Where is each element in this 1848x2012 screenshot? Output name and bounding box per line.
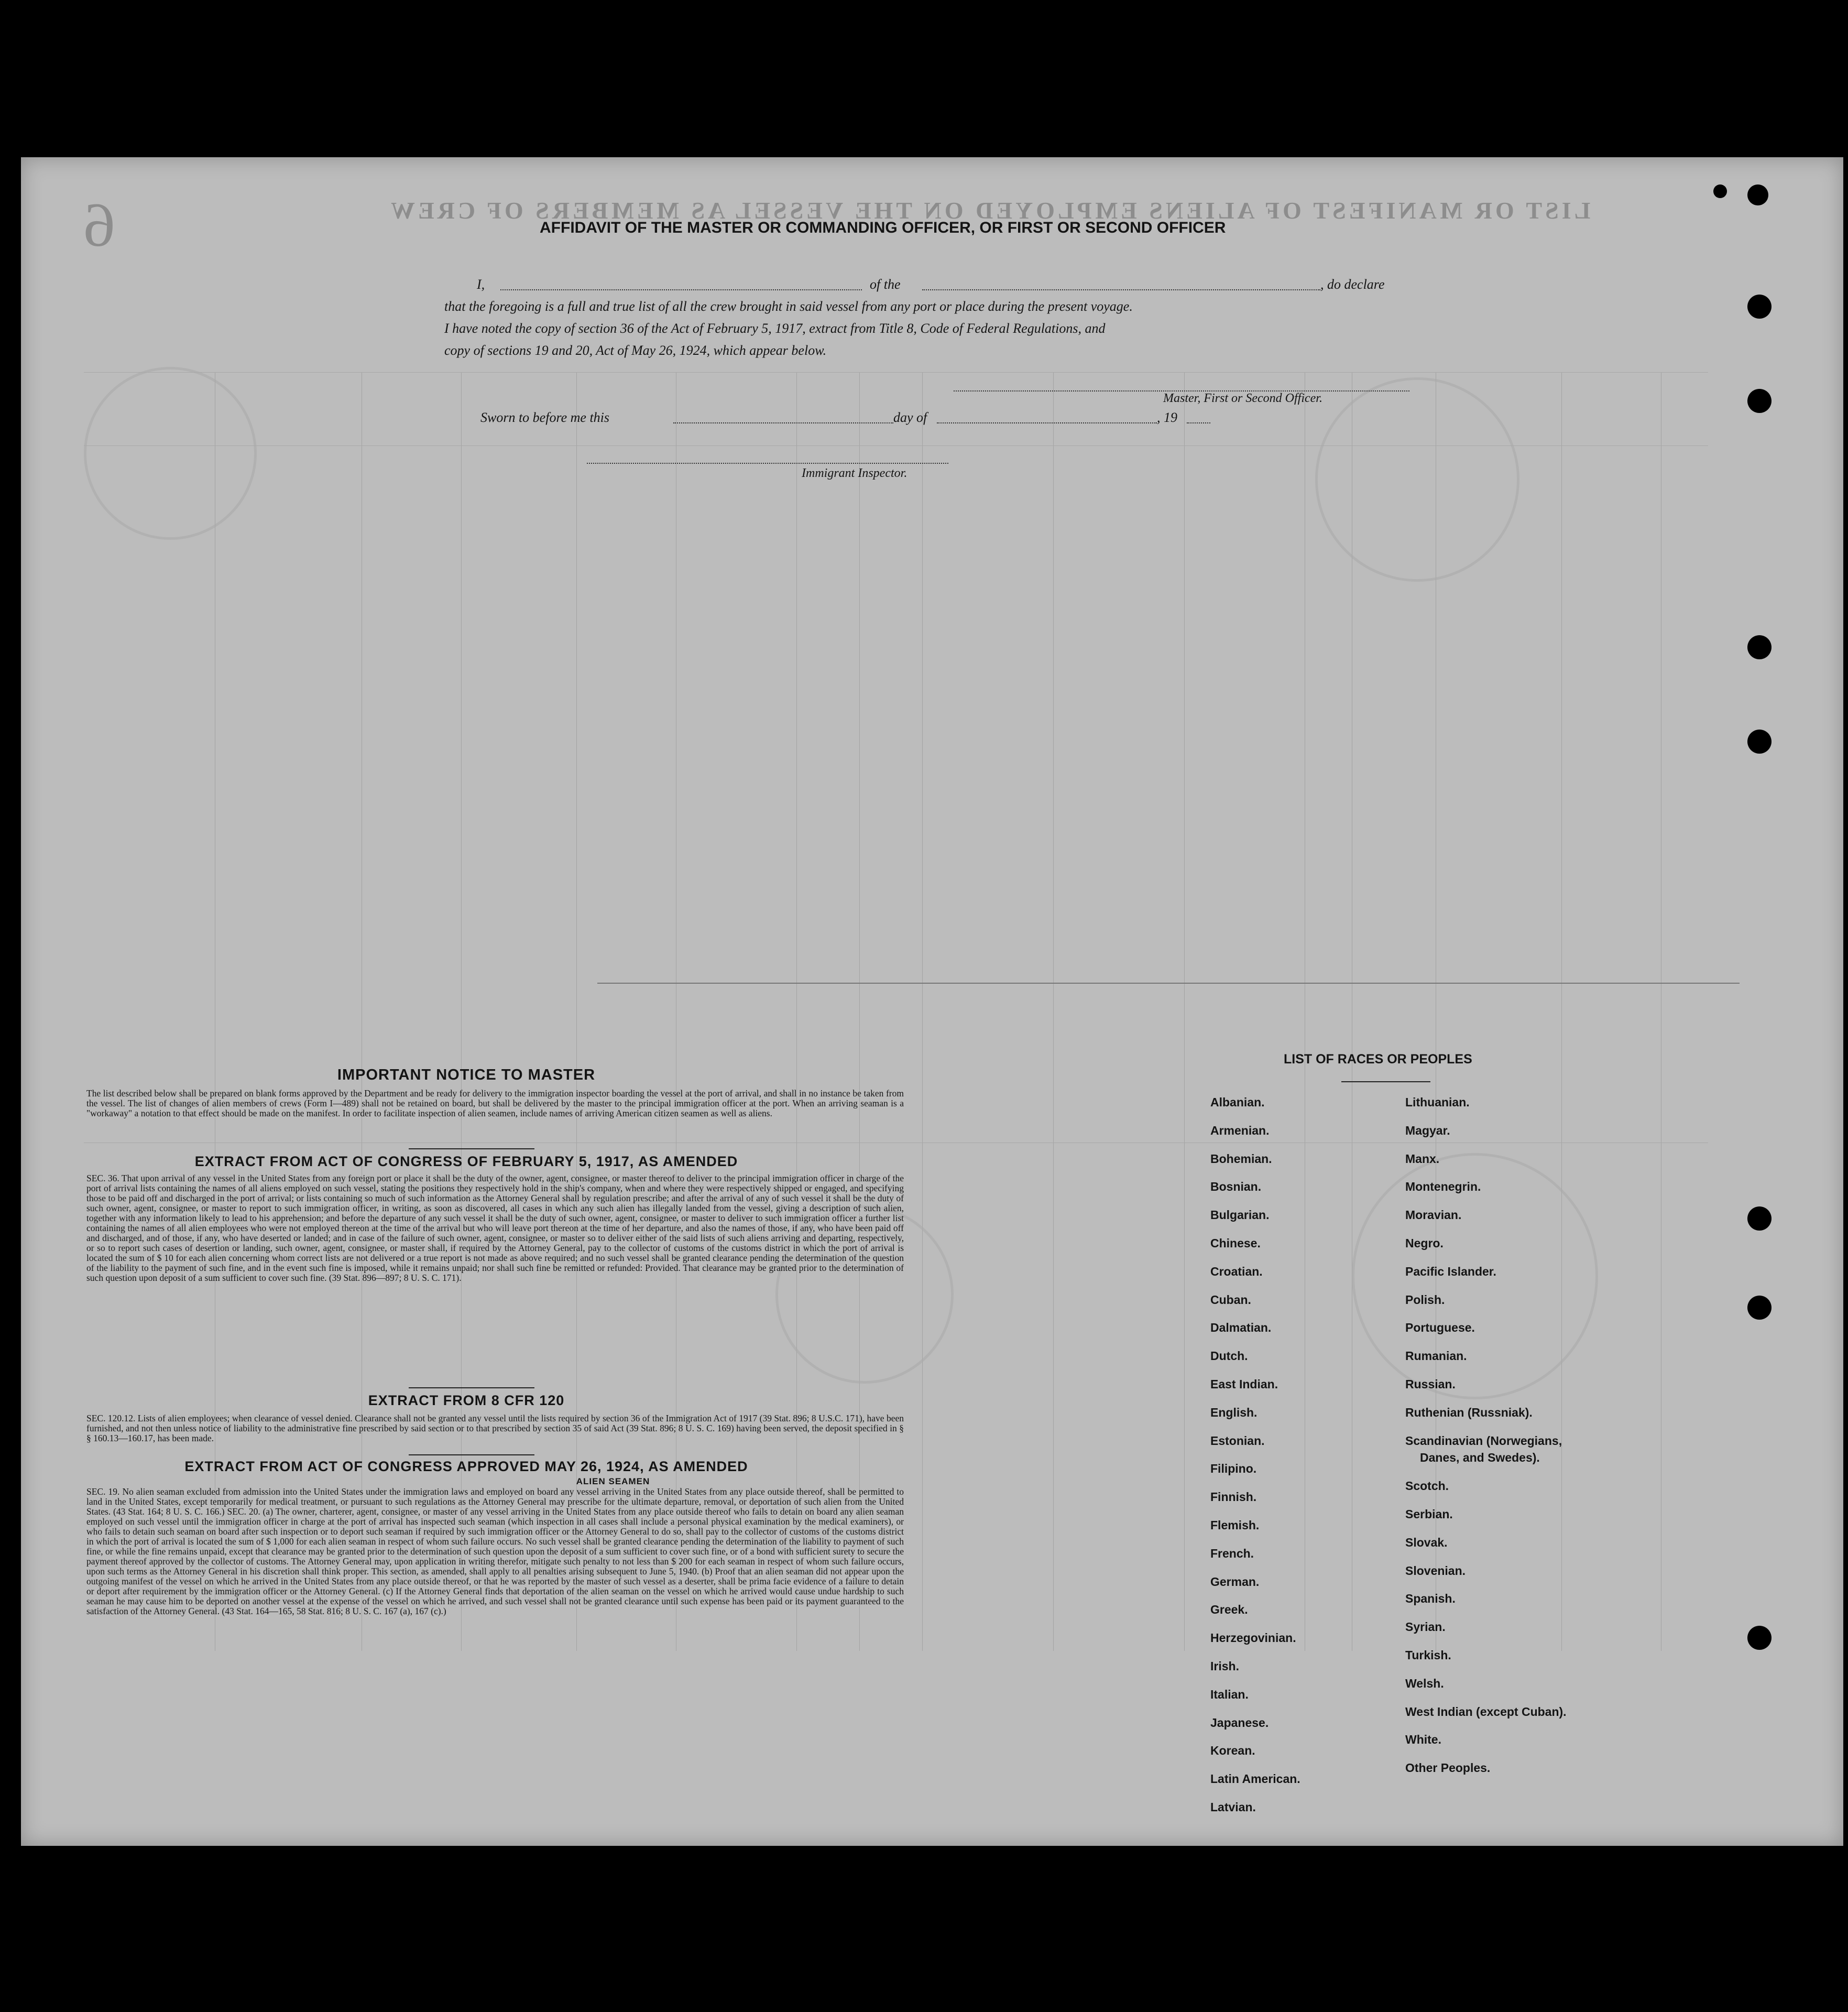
sworn-prefix: Sworn to before me this <box>480 410 610 425</box>
race-item: Latin American. <box>1210 1772 1300 1786</box>
declarant-name-line[interactable] <box>500 289 862 290</box>
affidavit-title: AFFIDAVIT OF THE MASTER OR COMMANDING OFFICER, OR FIRST OR SECOND OFFICER <box>540 219 1226 236</box>
races-title: LIST OF RACES OR PEOPLES <box>1284 1052 1472 1067</box>
race-item: German. <box>1210 1574 1260 1589</box>
race-item: Dutch. <box>1210 1349 1248 1363</box>
race-item: Scotch. <box>1405 1479 1449 1493</box>
punch-hole <box>1747 635 1772 659</box>
race-item: Spanish. <box>1405 1592 1456 1606</box>
divider <box>409 1387 534 1388</box>
vessel-name-line[interactable] <box>922 289 1320 290</box>
punch-hole <box>1747 1206 1772 1231</box>
inspector-signature-line[interactable] <box>587 463 948 464</box>
race-item: Magyar. <box>1405 1123 1450 1137</box>
punch-hole <box>1747 1626 1772 1650</box>
race-item: Rumanian. <box>1405 1349 1467 1363</box>
race-item: Slovak. <box>1405 1535 1448 1549</box>
race-item: Dalmatian. <box>1210 1321 1272 1335</box>
race-item: Flemish. <box>1210 1518 1260 1532</box>
race-item: Herzegovinian. <box>1210 1631 1296 1645</box>
extract-1917-title: EXTRACT FROM ACT OF CONGRESS OF FEBRUARY 5, 1917, AS AMENDED <box>194 1154 738 1169</box>
punch-hole <box>1747 389 1772 413</box>
inspector-label: Immigrant Inspector. <box>802 466 907 480</box>
manifest-sheet <box>21 157 1843 1846</box>
race-item: French. <box>1210 1546 1254 1560</box>
table-divider <box>597 983 1740 984</box>
extract-1924-subtitle: ALIEN SEAMEN <box>576 1476 650 1486</box>
extract-1917-body: SEC. 36. That upon arrival of any vessel in the United States from any foreign port or place it shall be the duty of the owner, agent, consignee, or master thereof to deliver to the principal immigration officer in charge of the port of arrival lists containing the names of all aliens employed on such vessel, stating the positions they respectively hold in the ship's company, when and where they were respectively shipped or engaged, and specifying those to be paid off and discharged in the port of arrival; or lists containing so much of such information as the Attorney General shall by regulation prescribe; and after the arrival of any of such vessel it shall be the duty of such owner, agent, consignee, or master to report to such immigration officer, in writing, as soon as discovered, all cases in which any such alien has illegally landed from the vessel, giving a description of such alien, together with any information likely to lead to his apprehension; and before the departure of any such vessel it shall be the duty of such owner, agent, consignee, or master to deliver to such immigration officer a further list containing the names of all alien employees who were not employed thereon at the time of the arrival but who will leave port thereon at the time of her departure, and also the names of those, if any, who have been paid off and discharged, and of those, if any, who have deserted or landed; and in case of the failure of such owner, agent, consignee, or master so to deliver either of the said lists of such aliens arriving and departing, respectively, or so to report such cases of desertion or landing, such owner, agent, consignee, or master shall, if required by the Attorney General, pay to the collector of customs of the customs district in which the port of arrival is located the sum of $ 10 for each alien concerning whom correct lists are not delivered or a true report is not made as above required; and no such vessel shall be granted clearance pending the determination of the question of the liability to the payment of such fine, and in the event such fine is imposed, while it remains unpaid; nor shall such fine be remitted or refunded: Provided. That clearance may be granted prior to the determination of such question upon deposit of a sum sufficient to cover such fine. (39 Stat. 896—897; 8 U. S. C. 171). <box>86 1173 904 1283</box>
race-item: West Indian (except Cuban). <box>1405 1704 1567 1719</box>
extract-1924-title: EXTRACT FROM ACT OF CONGRESS APPROVED MAY 26, 1924, AS AMENDED <box>184 1459 748 1474</box>
extract-cfr-title: EXTRACT FROM 8 CFR 120 <box>368 1393 565 1408</box>
race-item: Japanese. <box>1210 1715 1269 1730</box>
faint-stamp <box>1315 377 1519 582</box>
race-item: Moravian. <box>1405 1208 1462 1222</box>
race-item: White. <box>1405 1733 1441 1747</box>
affidavit-declare: , do declare <box>1320 277 1385 292</box>
race-item: Cuban. <box>1210 1292 1251 1307</box>
extract-cfr-body: SEC. 120.12. Lists of alien employees; when clearance of vessel denied. Clearance shall not be granted any vessel until the lists required by section 36 of the Immigration Act of 1917 (39 Stat. 896; 8 U.S.C. 171), have been furnished, and not then unless notice of liability to the administrative fine prescribed by said section or to that prescribed by section 35 of said Act (39 Stat. 896; 8 U. S. C. 169) having been served, the deposit specified in § § 160.13—160.17, has been made. <box>86 1413 904 1443</box>
race-item: Negro. <box>1405 1236 1444 1250</box>
race-item: Polish. <box>1405 1292 1445 1307</box>
affidavit-of-the: of the <box>870 277 901 292</box>
affidavit-line3: I have noted the copy of section 36 of the Act of February 5, 1917, extract from Title 8, Code of Federal Regulations, and <box>444 321 1106 336</box>
race-item: Estonian. <box>1210 1433 1265 1448</box>
race-item: Portuguese. <box>1405 1321 1475 1335</box>
punch-hole <box>1747 730 1772 754</box>
punch-hole <box>1713 184 1727 198</box>
race-item: Bosnian. <box>1210 1180 1262 1194</box>
race-item: Finnish. <box>1210 1490 1257 1504</box>
sworn-month-line[interactable] <box>937 422 1157 423</box>
race-item: Lithuanian. <box>1405 1095 1470 1109</box>
race-item: Montenegrin. <box>1405 1180 1481 1194</box>
race-item: Albanian. <box>1210 1095 1265 1109</box>
faint-stamp <box>84 367 257 540</box>
sworn-day-line[interactable] <box>673 422 893 423</box>
race-item: East Indian. <box>1210 1377 1278 1391</box>
sheet-number-mark: 6 <box>84 190 115 259</box>
extract-1924-body: SEC. 19. No alien seaman excluded from admission into the United States under the immigration laws and employed on board any vessel arriving in the United States from any place outside thereof, shall be permitted to land in the United States, except temporarily for medical treatment, or pursuant to such regulations as the Attorney General may prescribe for the ultimate departure, removal, or deportation of such alien from the United States. (43 Stat. 164; 8 U. S. C. 166.) SEC. 20. (a) The owner, charterer, agent, consignee, or master of any vessel arriving in the United States from any place outside thereof who fails to detain on board any alien seaman employed on such vessel until the immigration officer in charge at the port of arrival has inspected such seaman (which inspection in all cases shall include a personal physical examination by the medical examiners), or who fails to detain such seaman on board after such inspection or to deport such seaman if required by such immigration officer or the Attorney General to do so, shall pay to the collector of customs of the customs district in which the port of arrival is located the sum of $ 1,000 for each alien seaman in respect of whom such failure occurs. No such vessel shall be granted clearance pending the determination of the liability to payment of such fine, or while the fine remains unpaid, except that clearance may be granted prior to the determination of such question upon the deposit of a sum sufficient to cover such fine, or of a bond with sufficient surety to secure the payment thereof approved by the collector of customs. The Attorney General may, upon application in writing therefor, mitigate such penalty to not less than $ 200 for each seaman in respect of whom such failure occurs, upon such terms as the Attorney General in his discretion shall think proper. This section, as amended, shall apply to all penalties arising subsequent to June 5, 1940. (b) Proof that an alien seaman did not appear upon the outgoing manifest of the vessel on which he arrived in the United States from any place outside thereof, or that he was reported by the master of such vessel as a deserter, shall be prima facie evidence of a failure to detain or deport after requirement by the immigration officer or the Attorney General. (c) If the Attorney General finds that deportation of the alien seaman on the vessel on which he arrived would cause undue hardship to such seaman he may cause him to be deported on another vessel at the expense of the vessel on which he arrived, and such vessel shall not be granted clearance until such expense has been paid or its payment guaranteed to the satisfaction of the Attorney General. (43 Stat. 164—165, 58 Stat. 816; 8 U. S. C. 167 (a), 167 (c).) <box>86 1486 904 1616</box>
sworn-year-line[interactable] <box>1187 422 1210 423</box>
affidavit-line4: copy of sections 19 and 20, Act of May 26, 1924, which appear below. <box>444 343 827 358</box>
punch-hole <box>1747 295 1772 319</box>
race-item: Chinese. <box>1210 1236 1261 1250</box>
race-item: English. <box>1210 1405 1257 1419</box>
race-item: Syrian. <box>1405 1620 1446 1634</box>
race-item: Scandinavian (Norwegians, <box>1405 1433 1562 1448</box>
sworn-year: , 19 <box>1157 410 1177 425</box>
divider <box>409 1454 534 1455</box>
race-item: Danes, and Swedes). <box>1420 1451 1540 1465</box>
punch-hole <box>1747 1296 1772 1320</box>
affidavit-line2: that the foregoing is a full and true list of all the crew brought in said vessel from any port or place during the present voyage. <box>444 299 1133 314</box>
sworn-day-of: day of <box>893 410 927 425</box>
race-item: Serbian. <box>1405 1507 1453 1521</box>
race-item: Other Peoples. <box>1405 1761 1491 1775</box>
race-item: Italian. <box>1210 1687 1249 1701</box>
master-label: Master, First or Second Officer. <box>1163 391 1322 405</box>
race-item: Ruthenian (Russniak). <box>1405 1405 1533 1419</box>
race-item: Korean. <box>1210 1744 1255 1758</box>
notice-title: IMPORTANT NOTICE TO MASTER <box>337 1067 596 1083</box>
notice-body: The list described below shall be prepared on blank forms approved by the Department and be ready for delivery to the immigration inspector boarding the vessel at the port of arrival, and shall in no instance be taken from the vessel. The list of changes of alien members of crews (Form I—489) shall not be retained on board, but shall be delivered by the master to the principal immigration officer at the port. When an arriving seaman is a "workaway" a notation to that effect should be made on the manifest. In order to facilitate inspection of alien seamen, include names of arriving American citizen seamen as well as aliens. <box>86 1088 904 1118</box>
race-item: Russian. <box>1405 1377 1456 1391</box>
race-item: Bulgarian. <box>1210 1208 1270 1222</box>
race-item: Latvian. <box>1210 1800 1256 1814</box>
race-item: Croatian. <box>1210 1264 1263 1278</box>
notice-block <box>21 1067 912 1826</box>
race-item: Welsh. <box>1405 1676 1444 1690</box>
race-item: Slovenian. <box>1405 1563 1466 1578</box>
divider <box>409 1148 534 1149</box>
punch-hole <box>1747 184 1768 205</box>
race-item: Armenian. <box>1210 1123 1270 1137</box>
race-item: Bohemian. <box>1210 1151 1272 1166</box>
race-item: Greek. <box>1210 1603 1248 1617</box>
affidavit-i: I, <box>477 277 485 292</box>
mirrored-title: LIST OR MANIFEST OF ALIENS EMPLOYED ON THE VESSEL AS MEMBERS OF CREW <box>388 197 1591 224</box>
race-item: Turkish. <box>1405 1648 1451 1662</box>
race-item: Irish. <box>1210 1659 1239 1673</box>
race-item: Manx. <box>1405 1151 1440 1166</box>
race-item: Filipino. <box>1210 1462 1257 1476</box>
race-item: Pacific Islander. <box>1405 1264 1496 1278</box>
races-title-rule <box>1341 1081 1430 1082</box>
